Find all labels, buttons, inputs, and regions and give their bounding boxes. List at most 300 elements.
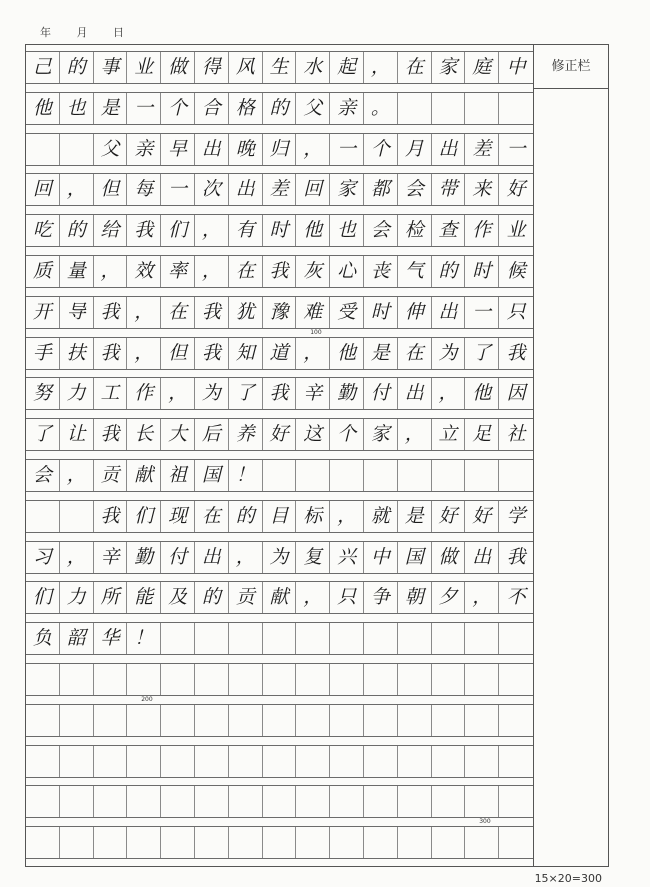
- grid-cell: [499, 460, 533, 491]
- grid-cell: [263, 827, 297, 858]
- grid-cell: 水: [296, 52, 330, 83]
- grid-cell: [26, 664, 60, 695]
- grid-cell: 亲: [330, 93, 364, 124]
- grid-cell: 我: [506, 341, 526, 364]
- revision-column-label: 修正栏: [534, 45, 608, 89]
- grid-cell: 知: [229, 338, 263, 369]
- grid-cell: [127, 664, 161, 695]
- grid-cell: 负: [26, 623, 60, 654]
- grid-cell: [127, 705, 161, 736]
- grid-cell: 作: [127, 378, 161, 409]
- grid-cell: [364, 786, 398, 817]
- grid-cell: [465, 623, 499, 654]
- grid-cell: 所: [94, 582, 128, 613]
- grid-cell: 的: [229, 501, 263, 532]
- grid-cell: 的: [60, 215, 94, 246]
- grid-cell: 勤: [330, 378, 364, 409]
- grid-cell: [296, 664, 330, 695]
- grid-cell: [465, 705, 499, 736]
- grid-cell: [465, 664, 499, 695]
- grid-cell: 及: [161, 582, 195, 613]
- grid-cell: 兴: [330, 542, 364, 573]
- grid-cell: 我: [94, 297, 128, 328]
- grid-cell: ，: [229, 542, 263, 573]
- grid-cell: 国: [195, 460, 229, 491]
- grid-cell: [499, 93, 533, 124]
- grid-cell: ，: [330, 501, 364, 532]
- grid-cell: 时: [465, 256, 499, 287]
- grid-cell: 长: [127, 419, 161, 450]
- grid-cell: [330, 664, 364, 695]
- grid-cell: 吃: [26, 215, 60, 246]
- grid-cell: 一: [127, 93, 161, 124]
- grid-cell: [499, 746, 533, 777]
- grid-cell: 足: [465, 419, 499, 450]
- grid-cell: 不: [506, 586, 526, 609]
- grid-cell: [94, 746, 128, 777]
- grid-cell: 得: [195, 52, 229, 83]
- grid-cell: 复: [296, 542, 330, 573]
- grid-cell: [60, 134, 94, 165]
- grid-cell: 我: [506, 545, 526, 568]
- grid-cell: 辛: [94, 542, 128, 573]
- grid-cell: 业: [127, 52, 161, 83]
- grid-cell: 事: [94, 52, 128, 83]
- grid-cell: 我: [94, 501, 128, 532]
- grid-row: [26, 51, 533, 84]
- grid-cell: 来: [465, 174, 499, 205]
- grid-cell: [127, 746, 161, 777]
- grid-cell: 个: [364, 134, 398, 165]
- grid-cell: 在: [398, 52, 432, 83]
- grid-row: [26, 622, 533, 655]
- grid-cell: [195, 827, 229, 858]
- grid-cell: 好: [263, 419, 297, 450]
- grid-cell: 但: [161, 338, 195, 369]
- grid-row: [26, 785, 533, 818]
- grid-row: [26, 745, 533, 778]
- grid-cell: [465, 746, 499, 777]
- grid-cell: ，: [195, 256, 229, 287]
- grid-cell: 有: [229, 215, 263, 246]
- grid-cell: [94, 664, 128, 695]
- grid-cell: 夕: [432, 582, 466, 613]
- grid-cell: ，: [60, 542, 94, 573]
- grid-cell: [398, 827, 432, 858]
- grid-cell: ，: [398, 419, 432, 450]
- grid-cell: [161, 623, 195, 654]
- grid-cell: 好: [432, 501, 466, 532]
- grid-cell: 。: [364, 93, 398, 124]
- grid-cell: 学: [506, 504, 526, 527]
- grid-cell: 了: [465, 338, 499, 369]
- grid-cell: 朝: [398, 582, 432, 613]
- grid-cell: 力: [60, 582, 94, 613]
- grid-cell: 们: [127, 501, 161, 532]
- grid-cell: 晚: [229, 134, 263, 165]
- grid-cell: 在: [161, 297, 195, 328]
- grid-cell: ！: [229, 460, 263, 491]
- grid-cell: 出: [432, 297, 466, 328]
- grid-cell: 候: [506, 260, 526, 282]
- grid-cell: 合: [195, 93, 229, 124]
- grid-cell: 就: [364, 501, 398, 532]
- grid-cell: [161, 664, 195, 695]
- grid-row: [26, 581, 533, 614]
- grid-cell: 付: [161, 542, 195, 573]
- grid-cell: 华: [94, 623, 128, 654]
- grid-cell: [26, 705, 60, 736]
- grid-cell: 会: [364, 215, 398, 246]
- year-label: 年: [40, 26, 51, 39]
- grid-cell: [127, 827, 161, 858]
- grid-cell: [398, 460, 432, 491]
- grid-row: [26, 541, 533, 574]
- grid-cell: 豫: [263, 297, 297, 328]
- grid-cell: [432, 705, 466, 736]
- grid-cell: [364, 746, 398, 777]
- grid-cell: [195, 623, 229, 654]
- grid-cell: 带: [432, 174, 466, 205]
- grid-cell: 中: [364, 542, 398, 573]
- grid-cell: 家: [364, 419, 398, 450]
- grid-cell: [465, 460, 499, 491]
- grid-cell: 手: [26, 338, 60, 369]
- grid-row: [26, 826, 533, 859]
- month-label: 月: [76, 26, 88, 39]
- grid-cell: 我: [263, 256, 297, 287]
- grid-cell: 次: [195, 174, 229, 205]
- grid-cell: [26, 786, 60, 817]
- grid-cell: [60, 664, 94, 695]
- grid-cell: 能: [127, 582, 161, 613]
- grid-cell: 一: [161, 174, 195, 205]
- grid-cell: 导: [60, 297, 94, 328]
- revision-column: [533, 45, 608, 866]
- grid-cell: 回: [296, 174, 330, 205]
- grid-cell: 努: [26, 378, 60, 409]
- grid-cell: [398, 664, 432, 695]
- grid-cell: [229, 827, 263, 858]
- grid-cell: 在: [398, 338, 432, 369]
- grid-cell: [94, 786, 128, 817]
- grid-cell: [398, 746, 432, 777]
- grid-cell: 好: [465, 501, 499, 532]
- grid-cell: ，: [94, 256, 128, 287]
- grid-cell: ，: [296, 582, 330, 613]
- grid-cell: 祖: [161, 460, 195, 491]
- grid-cell: [432, 623, 466, 654]
- grid-cell: [330, 460, 364, 491]
- grid-cell: 犹: [229, 297, 263, 328]
- grid-cell: [499, 786, 533, 817]
- grid-cell: 个: [161, 93, 195, 124]
- grid-cell: 出: [432, 134, 466, 165]
- grid-cell: 扶: [60, 338, 94, 369]
- grid-cell: 贡: [229, 582, 263, 613]
- grid-cell: 们: [161, 215, 195, 246]
- grid-cell: 习: [26, 542, 60, 573]
- grid-cell: 让: [60, 419, 94, 450]
- grid-cell: [195, 664, 229, 695]
- grid-cell: 因: [506, 382, 526, 405]
- grid-cell: 早: [161, 134, 195, 165]
- grid-row: [26, 704, 533, 737]
- grid-cell: ，: [195, 215, 229, 246]
- character-grid: [26, 45, 533, 866]
- grid-cell: [229, 623, 263, 654]
- grid-cell: ，: [296, 134, 330, 165]
- grid-cell: 辛: [296, 378, 330, 409]
- grid-cell: [195, 786, 229, 817]
- grid-cell: 己: [26, 52, 60, 83]
- grid-cell: 为: [195, 378, 229, 409]
- grid-cell: [432, 460, 466, 491]
- grid-cell: [432, 664, 466, 695]
- grid-cell: 我: [195, 338, 229, 369]
- grid-cell: 他: [330, 338, 364, 369]
- grid-cell: [229, 664, 263, 695]
- grid-cell: 量: [60, 256, 94, 287]
- grid-cell: 时: [263, 215, 297, 246]
- grid-cell: 个: [330, 419, 364, 450]
- grid-cell: 的: [263, 93, 297, 124]
- grid-cell: 我: [195, 297, 229, 328]
- grid-cell: 难: [296, 297, 330, 328]
- grid-row: [26, 214, 533, 247]
- grid-cell: 差: [263, 174, 297, 205]
- grid-cell: 率: [161, 256, 195, 287]
- grid-cell: 做: [161, 52, 195, 83]
- grid-cell: [432, 93, 466, 124]
- grid-cell: [398, 786, 432, 817]
- grid-cell: [398, 705, 432, 736]
- grid-cell: 给: [94, 215, 128, 246]
- grid-cell: [432, 827, 466, 858]
- grid-cell: ！: [127, 623, 161, 654]
- grid-cell: [60, 501, 94, 532]
- grid-cell: 每: [127, 174, 161, 205]
- grid-cell: 现: [161, 501, 195, 532]
- grid-cell: 检: [398, 215, 432, 246]
- grid-cell: [296, 827, 330, 858]
- grid-cell: [296, 460, 330, 491]
- grid-cell: 出: [465, 542, 499, 573]
- grid-cell: 出: [229, 174, 263, 205]
- grid-cell: [398, 623, 432, 654]
- grid-cell: 一: [330, 134, 364, 165]
- grid-cell: 大: [161, 419, 195, 450]
- grid-cell: 献: [263, 582, 297, 613]
- grid-cell: 是: [398, 501, 432, 532]
- grid-cell: [364, 827, 398, 858]
- grid-cell: 工: [94, 378, 128, 409]
- grid-cell: 也: [330, 215, 364, 246]
- grid-cell: [465, 827, 499, 858]
- grid-cell: 月: [398, 134, 432, 165]
- grid-cell: [330, 827, 364, 858]
- grid-cell: [296, 746, 330, 777]
- grid-cell: 归: [263, 134, 297, 165]
- grid-row: [26, 173, 533, 206]
- grid-cell: 标: [296, 501, 330, 532]
- grid-cell: 为: [432, 338, 466, 369]
- grid-cell: [465, 93, 499, 124]
- grid-cell: 心: [330, 256, 364, 287]
- grid-row: [26, 418, 533, 451]
- grid-cell: 会: [26, 460, 60, 491]
- grid-cell: 付: [364, 378, 398, 409]
- grid-cell: [296, 705, 330, 736]
- grid-cell: 伸: [398, 297, 432, 328]
- date-header: [40, 24, 146, 40]
- grid-cell: [296, 786, 330, 817]
- grid-cell: 父: [94, 134, 128, 165]
- grid-cell: [330, 786, 364, 817]
- grid-cell: [229, 705, 263, 736]
- grid-cell: 为: [263, 542, 297, 573]
- grid-cell: 但: [94, 174, 128, 205]
- grid-cell: [364, 664, 398, 695]
- grid-cell: 差: [465, 134, 499, 165]
- writing-paper: [25, 44, 609, 867]
- grid-cell: [499, 705, 533, 736]
- grid-cell: 只: [330, 582, 364, 613]
- grid-cell: [94, 705, 128, 736]
- grid-cell: ，: [465, 582, 499, 613]
- grid-cell: [263, 705, 297, 736]
- grid-row: [26, 92, 533, 125]
- count-marker-200: 200: [141, 695, 153, 703]
- grid-cell: 出: [195, 134, 229, 165]
- grid-cell: 是: [94, 93, 128, 124]
- grid-cell: [229, 786, 263, 817]
- grid-cell: [398, 93, 432, 124]
- grid-cell: 会: [398, 174, 432, 205]
- grid-cell: [195, 705, 229, 736]
- grid-cell: 争: [364, 582, 398, 613]
- grid-cell: 他: [26, 93, 60, 124]
- grid-cell: 庭: [465, 52, 499, 83]
- grid-cell: 道: [263, 338, 297, 369]
- grid-cell: 业: [506, 219, 526, 242]
- grid-cell: [60, 827, 94, 858]
- grid-cell: ，: [60, 174, 94, 205]
- grid-cell: 家: [330, 174, 364, 205]
- grid-cell: [127, 786, 161, 817]
- grid-cell: [263, 664, 297, 695]
- grid-cell: 受: [330, 297, 364, 328]
- grid-cell: 查: [432, 215, 466, 246]
- grid-cell: 在: [229, 256, 263, 287]
- grid-cell: [60, 746, 94, 777]
- grid-cell: 开: [26, 297, 60, 328]
- grid-cell: 风: [229, 52, 263, 83]
- grid-cell: 立: [432, 419, 466, 450]
- grid-cell: [330, 705, 364, 736]
- grid-cell: 养: [229, 419, 263, 450]
- grid-cell: ，: [127, 338, 161, 369]
- grid-cell: 力: [60, 378, 94, 409]
- grid-cell: [94, 827, 128, 858]
- grid-cell: 生: [263, 52, 297, 83]
- grid-cell: 质: [26, 256, 60, 287]
- grid-cell: ，: [60, 460, 94, 491]
- grid-row: [26, 337, 533, 370]
- grid-cell: 亲: [127, 134, 161, 165]
- grid-cell: [161, 827, 195, 858]
- grid-cell: 韶: [60, 623, 94, 654]
- grid-row: [26, 500, 533, 533]
- grid-cell: 效: [127, 256, 161, 287]
- grid-cell: 在: [195, 501, 229, 532]
- grid-cell: [499, 827, 533, 858]
- grid-cell: [364, 705, 398, 736]
- grid-row: [26, 663, 533, 696]
- grid-cell: [263, 460, 297, 491]
- grid-cell: 我: [127, 215, 161, 246]
- grid-cell: 中: [506, 56, 526, 78]
- grid-cell: [229, 746, 263, 777]
- grid-cell: 也: [60, 93, 94, 124]
- grid-cell: 社: [506, 423, 526, 446]
- grid-cell: [432, 746, 466, 777]
- grid-cell: 们: [26, 582, 60, 613]
- grid-cell: [263, 623, 297, 654]
- grid-cell: 的: [60, 52, 94, 83]
- grid-cell: [499, 623, 533, 654]
- grid-cell: [161, 786, 195, 817]
- grid-row: [26, 459, 533, 492]
- grid-cell: 献: [127, 460, 161, 491]
- grid-cell: [330, 623, 364, 654]
- grid-cell: 丧: [364, 256, 398, 287]
- grid-cell: [26, 746, 60, 777]
- grid-cell: 贡: [94, 460, 128, 491]
- grid-cell: 好: [506, 178, 526, 201]
- grid-cell: 的: [195, 582, 229, 613]
- grid-row: [26, 133, 533, 166]
- grid-cell: [263, 746, 297, 777]
- grid-cell: 国: [398, 542, 432, 573]
- grid-cell: 作: [465, 215, 499, 246]
- grid-cell: 我: [263, 378, 297, 409]
- grid-cell: ，: [161, 378, 195, 409]
- grid-cell: 他: [465, 378, 499, 409]
- grid-row: [26, 296, 533, 329]
- grid-cell: 了: [26, 419, 60, 450]
- grid-cell: 出: [195, 542, 229, 573]
- grid-cell: [60, 705, 94, 736]
- day-label: 日: [113, 26, 124, 39]
- grid-cell: 回: [26, 174, 60, 205]
- grid-cell: [26, 134, 60, 165]
- grid-cell: ，: [364, 52, 398, 83]
- grid-cell: [26, 827, 60, 858]
- grid-cell: 只: [506, 300, 526, 323]
- grid-cell: ，: [432, 378, 466, 409]
- grid-cell: 出: [398, 378, 432, 409]
- grid-cell: 起: [330, 52, 364, 83]
- grid-cell: [296, 623, 330, 654]
- grid-cell: 时: [364, 297, 398, 328]
- grid-cell: [195, 746, 229, 777]
- grid-cell: 格: [229, 93, 263, 124]
- grid-cell: [364, 460, 398, 491]
- grid-cell: [60, 786, 94, 817]
- grid-cell: 灰: [296, 256, 330, 287]
- grid-cell: [364, 623, 398, 654]
